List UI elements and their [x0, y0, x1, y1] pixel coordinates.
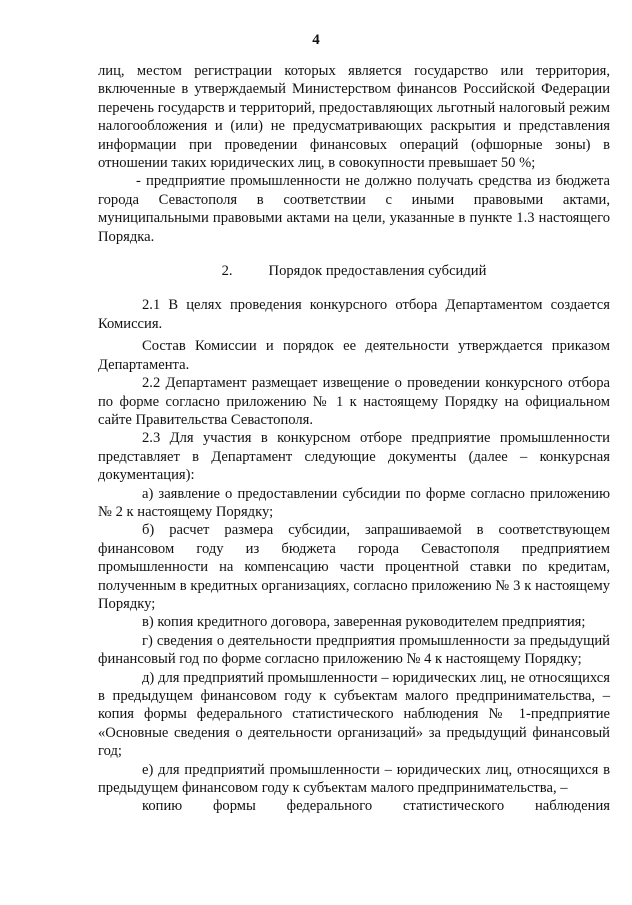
section-title: Порядок предоставления субсидий: [268, 263, 487, 280]
paragraph-2-3: 2.3 Для участия в конкурсном отборе предприятие промышленности представляет в Департамент следующие документы (далее – конкурсная документация):: [98, 430, 610, 484]
list-item-b: б) расчет размера субсидии, запрашиваемой в соответствующем финансовом году из бюджета города Севастополя предприятием промышленности на компенсацию части процентной ставки по кредитам, полученным в кредитных организациях, согласно приложению № 3 к настоящему Порядку;: [98, 522, 610, 612]
document-body: [98, 62, 610, 816]
section-number: 2.: [221, 263, 233, 280]
list-item-e-continuation: копию формы федерального статистического наблюдения: [142, 798, 610, 815]
list-item-e: [98, 761, 610, 816]
paragraph-2-1-commission: Состав Комиссии и порядок ее деятельности утверждается приказом Департамента.: [98, 338, 610, 373]
paragraph-offshore-share: лиц, местом регистрации которых является государство или территория, включенные в утверждаемый Министерством финансов Российской Федерации перечень государств и территорий, предоставляющих льготный налоговый режим налогообложения и (или) не предусматривающих раскрытия и представления информации при проведении финансовых операций (офшорные зоны) в отношении таких юридических лиц, в совокупности превышает 50 %;: [98, 63, 610, 172]
list-item-a: а) заявление о предоставлении субсидии по форме согласно приложению № 2 к настоящему Порядку;: [98, 485, 610, 520]
paragraph-2-1: 2.1 В целях проведения конкурсного отбора Департаментом создается Комиссия.: [98, 297, 610, 332]
paragraph-2-2: 2.2 Департамент размещает извещение о проведении конкурсного отбора по форме согласно приложению № 1 к настоящему Порядку на официальном сайте Правительства Севастополя.: [98, 375, 610, 428]
section-heading: [98, 262, 610, 280]
list-item-g: г) сведения о деятельности предприятия промышленности за предыдущий финансовый год по форме согласно приложению № 4 к настоящему Порядку;: [98, 632, 610, 668]
list-item-e-text: е) для предприятий промышленности – юридических лиц, относящихся в предыдущем финансовом году к субъектам малого предпринимательства, –: [98, 761, 610, 797]
page-number: 4: [312, 32, 320, 48]
list-item-v: в) копия кредитного договора, заверенная руководителем предприятия;: [142, 614, 586, 631]
list-item-d: д) для предприятий промышленности – юридических лиц, не относящихся в предыдущем финансовом году к субъектам малого предпринимательства, – копия формы федерального статистического наблюдения № 1-предприятие «Основные сведения о деятельности организаций» за предыдущий финансовый год;: [98, 669, 610, 760]
paragraph-budget-funds-condition: - предприятие промышленности не должно получать средства из бюджета города Севастополя в соответствии с иными правовыми актами, муниципальными правовыми актами на цели, указанные в пункте 1.3 настоящего Порядка.: [98, 173, 610, 245]
